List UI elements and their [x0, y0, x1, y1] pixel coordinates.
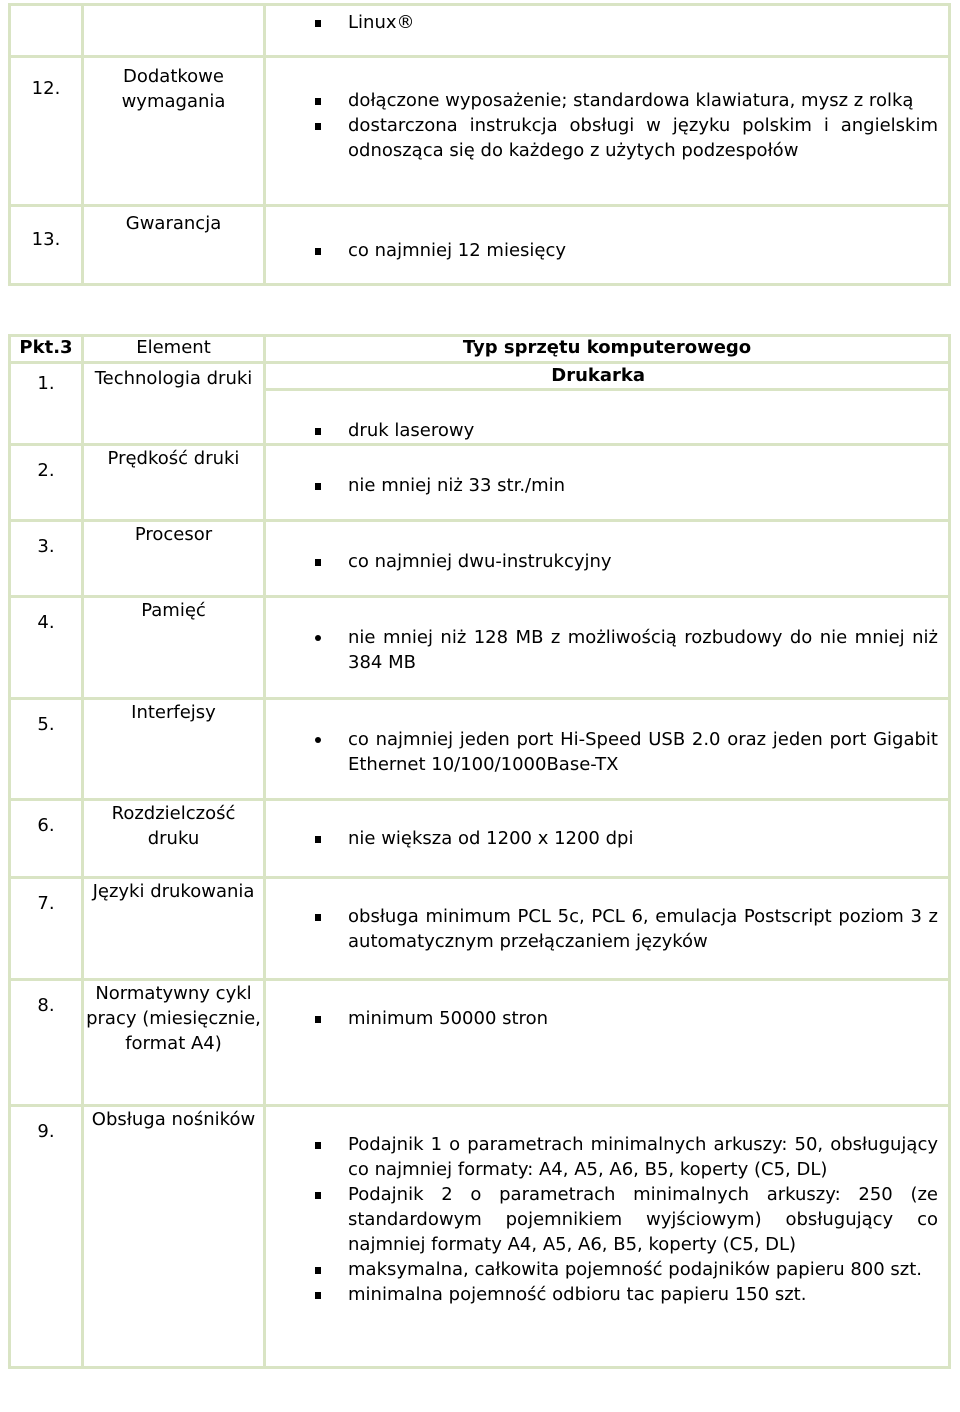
- element-label: Technologia druki: [94, 368, 253, 389]
- table-row: [10, 878, 950, 980]
- row-number-cell: [10, 206, 83, 285]
- element-label: Rozdzielczość druku: [111, 803, 236, 849]
- bullet-square-icon: [312, 1257, 324, 1282]
- element-cell: [83, 597, 265, 699]
- row-number: 2.: [37, 460, 55, 481]
- table-row: [10, 699, 950, 800]
- header-element: Element: [83, 336, 265, 363]
- bullet-square-icon: [312, 1006, 324, 1031]
- bullet-square-icon: [312, 826, 324, 851]
- list-item: co najmniej dwu-instrukcyjny: [348, 549, 938, 574]
- table-row: [10, 1106, 950, 1368]
- row-number-cell: [10, 445, 83, 521]
- list-item: nie mniej niż 33 str./min: [348, 473, 938, 498]
- bullet-square-icon: [312, 473, 324, 498]
- element-cell: [83, 800, 265, 878]
- table-row: [10, 206, 950, 285]
- value-cell: [265, 445, 950, 521]
- value-cell: [265, 980, 950, 1106]
- list-item: co najmniej 12 miesięcy: [348, 238, 938, 263]
- bullet-dot-icon: [312, 727, 324, 752]
- bullet-square-icon: [312, 418, 324, 443]
- row-number: 7.: [37, 893, 55, 914]
- table-row: [10, 445, 950, 521]
- list-item: obsługa minimum PCL 5c, PCL 6, emulacja Postscript poziom 3 z automatycznym przełączaniem języków: [348, 904, 938, 954]
- value-cell: [265, 57, 950, 206]
- bullet-square-icon: [312, 113, 324, 138]
- element-label: Obsługa nośników: [91, 1109, 256, 1130]
- table-row: [10, 57, 950, 206]
- bullet-dot-icon: [312, 625, 324, 650]
- printer-spec-table: [8, 334, 951, 1369]
- row-number: 6.: [37, 815, 55, 836]
- value-cell: [265, 363, 950, 445]
- element-label: Języki drukowania: [92, 881, 255, 902]
- table-row: [10, 597, 950, 699]
- table-row: [10, 363, 950, 445]
- element-cell: [83, 445, 265, 521]
- list-item: dołączone wyposażenie; standardowa klawiatura, mysz z rolką: [348, 88, 938, 113]
- row-number-cell: [10, 363, 83, 445]
- list-item: Podajnik 1 o parametrach minimalnych arkuszy: 50, obsługujący co najmniej formaty: A4, A5, A6, B5, koperty (C5, DL): [348, 1132, 938, 1182]
- row-number: 5.: [37, 714, 55, 735]
- list-item: Podajnik 2 o parametrach minimalnych arkuszy: 250 (ze standardowym pojemnikiem wyjściowym) obsługujący co najmniej formaty A4, A5, A6, B5, koperty (C5, DL): [348, 1182, 938, 1257]
- row-number: 8.: [37, 995, 55, 1016]
- row-number-cell: [10, 980, 83, 1106]
- row-number: 12.: [31, 78, 61, 99]
- list-item: maksymalna, całkowita pojemność podajników papieru 800 szt.: [348, 1257, 938, 1282]
- element-cell: [83, 206, 265, 285]
- bullet-square-icon: [312, 549, 324, 574]
- bullet-square-icon: [312, 1182, 324, 1207]
- element-label: Dodatkowe wymagania: [121, 66, 226, 112]
- row-number: 13.: [31, 229, 61, 250]
- row-number-cell: [10, 1106, 83, 1368]
- row-number-cell: [10, 5, 83, 57]
- table-row: [10, 521, 950, 597]
- element-label: Pamięć: [141, 600, 206, 621]
- list-item: nie większa od 1200 x 1200 dpi: [348, 826, 938, 851]
- element-cell: [83, 1106, 265, 1368]
- header-type: Typ sprzętu komputerowego: [265, 336, 950, 363]
- value-cell: [265, 800, 950, 878]
- list-item: minimalna pojemność odbioru tac papieru 150 szt.: [348, 1282, 938, 1307]
- list-item: Linux®: [348, 10, 938, 35]
- row-number: [11, 6, 81, 32]
- element-cell: [83, 980, 265, 1106]
- value-cell: [265, 597, 950, 699]
- value-cell: [265, 699, 950, 800]
- requirements-table-continued: [8, 3, 951, 286]
- element-cell: [83, 521, 265, 597]
- value-cell: [265, 1106, 950, 1368]
- row-number: 1.: [37, 373, 55, 394]
- element-label: Gwarancja: [125, 213, 222, 234]
- row-number-cell: [10, 800, 83, 878]
- row-number-cell: [10, 699, 83, 800]
- list-item: dostarczona instrukcja obsługi w języku polskim i angielskim odnosząca się do każdego z użytych podzespołów: [348, 113, 938, 163]
- bullet-square-icon: [312, 10, 324, 35]
- value-cell: [265, 206, 950, 285]
- element-label: Prędkość druki: [107, 448, 240, 469]
- table-row: [10, 980, 950, 1106]
- value-cell: [265, 878, 950, 980]
- table-row: [10, 5, 950, 57]
- row-number-cell: [10, 597, 83, 699]
- bullet-square-icon: [312, 88, 324, 113]
- row-number: 9.: [37, 1121, 55, 1142]
- element-cell: [83, 878, 265, 980]
- row-number: 3.: [37, 536, 55, 557]
- element-cell: [83, 363, 265, 445]
- row-number: 4.: [37, 612, 55, 633]
- value-cell: [265, 5, 950, 57]
- row-number-cell: [10, 878, 83, 980]
- list-item: nie mniej niż 128 MB z możliwością rozbudowy do nie mniej niż 384 MB: [348, 625, 938, 675]
- list-item: druk laserowy: [348, 418, 938, 443]
- header-pkt: Pkt.3: [10, 336, 83, 363]
- element-label: Normatywny cykl pracy (miesięcznie, format A4): [86, 983, 261, 1054]
- bullet-square-icon: [312, 1282, 324, 1307]
- bullet-square-icon: [312, 904, 324, 929]
- bullet-square-icon: [312, 1132, 324, 1157]
- bullet-square-icon: [312, 238, 324, 263]
- list-item: minimum 50000 stron: [348, 1006, 938, 1031]
- printer-subheader: Drukarka: [266, 364, 948, 391]
- value-cell: [265, 521, 950, 597]
- element-cell: [83, 699, 265, 800]
- element-label: Procesor: [134, 524, 213, 545]
- table-row: [10, 800, 950, 878]
- list-item: co najmniej jeden port Hi-Speed USB 2.0 oraz jeden port Gigabit Ethernet 10/100/1000Base-TX: [348, 727, 938, 777]
- row-number-cell: [10, 57, 83, 206]
- element-label: Interfejsy: [131, 702, 216, 723]
- header-row: [10, 336, 950, 363]
- element-cell: [83, 5, 265, 57]
- element-cell: [83, 57, 265, 206]
- row-number-cell: [10, 521, 83, 597]
